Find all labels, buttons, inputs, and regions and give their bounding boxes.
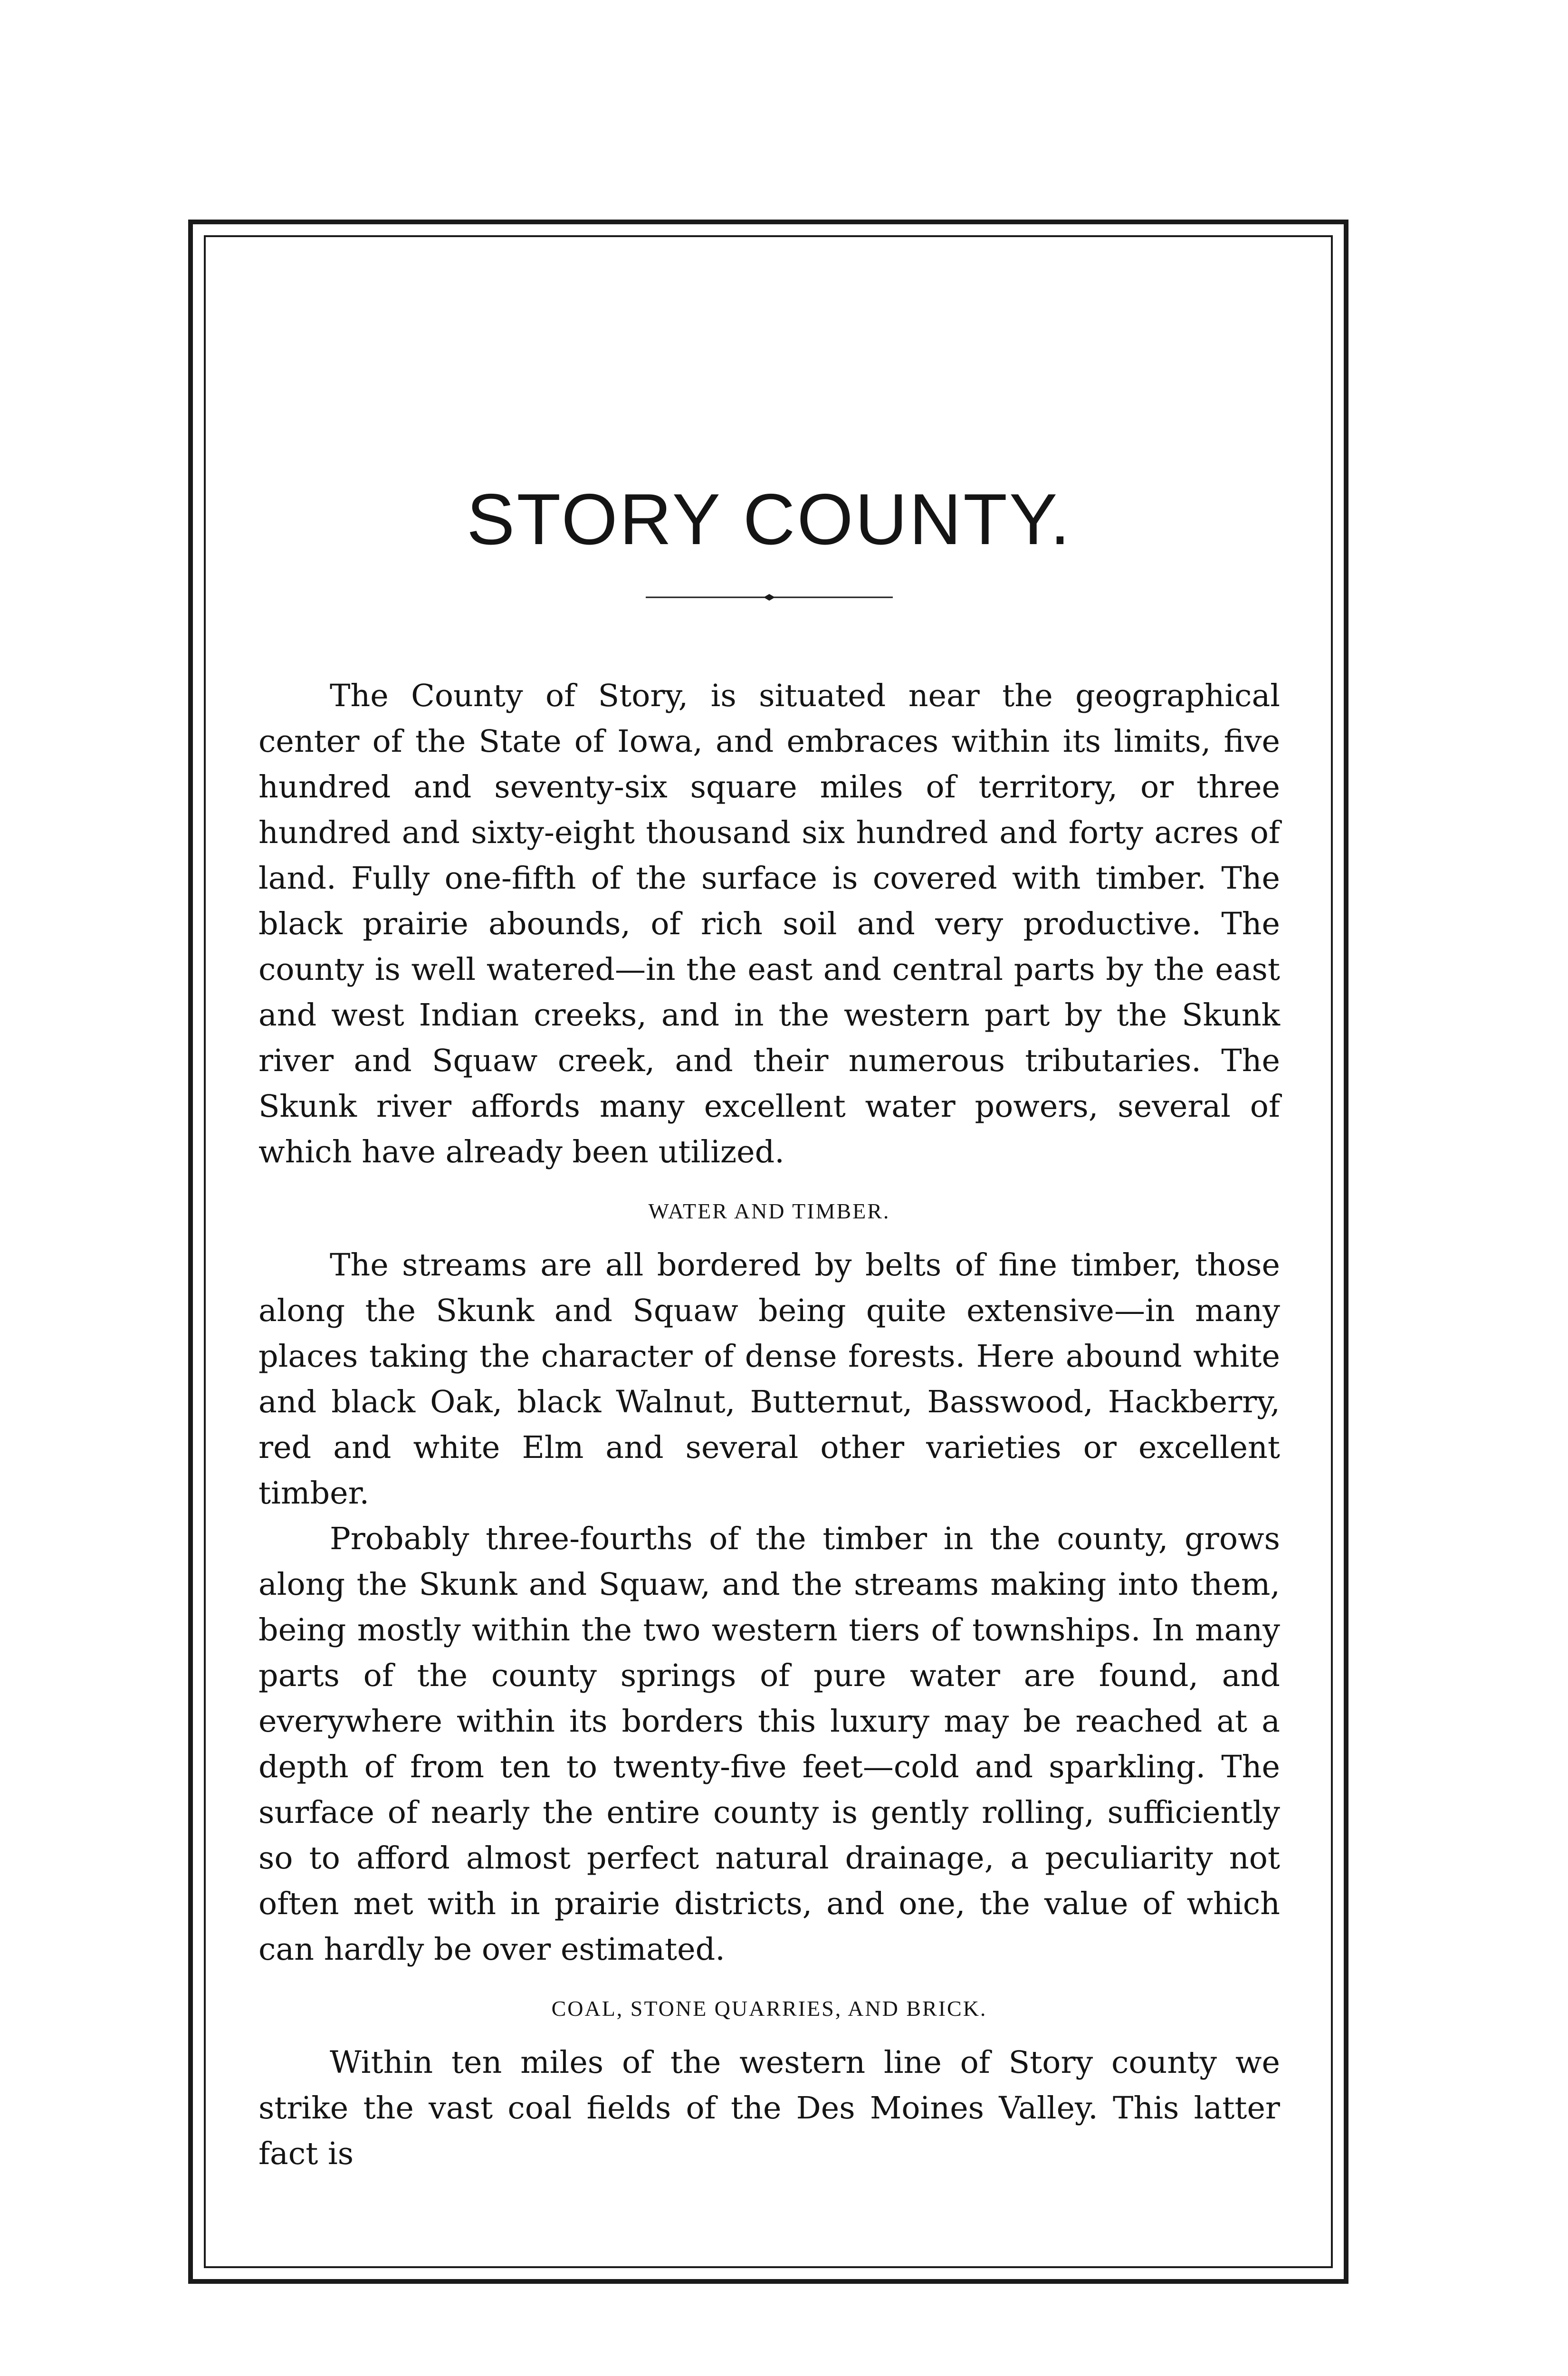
page-title: STORY COUNTY. xyxy=(466,479,1072,560)
section-heading-water-timber: WATER AND TIMBER. xyxy=(648,1199,890,1224)
title-rule-ornament xyxy=(646,593,893,602)
section-heading-coal-stone-brick: COAL, STONE QUARRIES, AND BRICK. xyxy=(551,1996,987,2021)
page-content xyxy=(258,480,1280,2177)
water-timber-paragraph-1: The streams are all bordered by belts of fine timber, those along the Skunk and Squaw being quite extensive—in many places taking the character of dense forests. Here abound white and black Oak, black Walnut, Butternut, Basswood, Hackberry, red and white Elm and several other varieties or excellent timber. xyxy=(258,1247,1280,1512)
intro-paragraph: The County of Story, is situated near the geographical center of the State of Iowa, and embraces within its limits, five hundred and seventy-six square miles of territory, or three hundred and sixty-eight thousand six hundred and forty acres of land. Fully one-fifth of the surface is covered with timber. The black prairie abounds, of rich soil and very productive. The county is well watered—in the east and central parts by the east and west Indian creeks, and in the western part by the Skunk river and Squaw creek, and their numerous tributaries. The Skunk river affords many excellent water powers, several of which have already been utilized. xyxy=(258,678,1280,1170)
coal-paragraph-1: Within ten miles of the western line of Story county we strike the vast coal fields of the Des Moines Valley. This latter fact is xyxy=(258,2045,1280,2172)
water-timber-paragraph-2: Probably three-fourths of the timber in the county, grows along the Skunk and Squaw, and the streams making into them, being mostly within the two western tiers of townships. In many parts of the county springs of pure water are found, and everywhere within its borders this luxury may be reached at a depth of from ten to twenty-five feet—cold and sparkling. The surface of nearly the entire county is gently rolling, sufficiently so to afford almost perfect natural drainage, a peculiarity not often met with in prairie districts, and one, the value of which can hardly be over estimated. xyxy=(258,1521,1280,1968)
